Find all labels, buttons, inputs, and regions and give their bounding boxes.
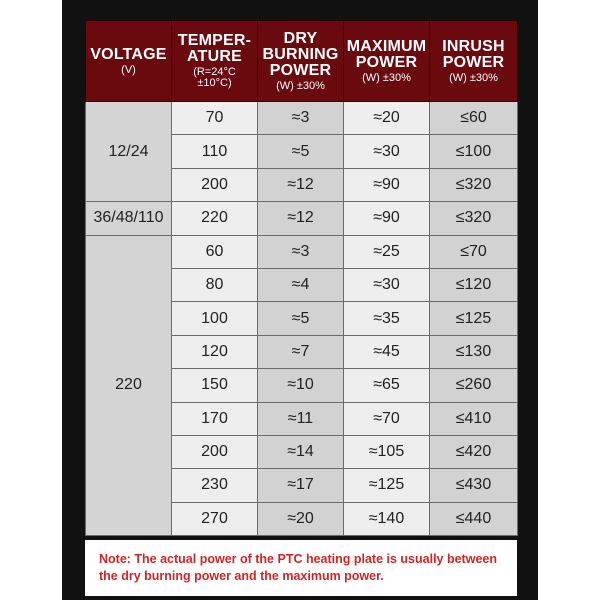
note-text: Note: The actual power of the PTC heating plate is usually between the dry burning power and the maximum power. xyxy=(99,552,497,583)
maximum-power-cell: ≈140 xyxy=(344,502,430,535)
maximum-power-cell: ≈70 xyxy=(344,402,430,435)
inrush-power-cell: ≤430 xyxy=(430,469,518,502)
header-dry-title: DRY BURNING POWER xyxy=(262,29,339,79)
dry-burning-power-cell: ≈5 xyxy=(258,302,344,335)
temperature-cell: 230 xyxy=(172,469,258,502)
temperature-cell: 60 xyxy=(172,235,258,268)
inrush-power-cell: ≤420 xyxy=(430,435,518,468)
maximum-power-cell: ≈65 xyxy=(344,369,430,402)
power-spec-table xyxy=(85,20,518,536)
dry-burning-power-cell: ≈11 xyxy=(258,402,344,435)
inrush-power-cell: ≤320 xyxy=(430,202,518,235)
temperature-cell: 270 xyxy=(172,502,258,535)
inrush-power-cell: ≤120 xyxy=(430,268,518,301)
maximum-power-cell: ≈45 xyxy=(344,335,430,368)
maximum-power-cell: ≈125 xyxy=(344,469,430,502)
maximum-power-cell: ≈25 xyxy=(344,235,430,268)
header-inrush-unit: (W) ±30% xyxy=(449,71,498,84)
dry-burning-power-cell: ≈17 xyxy=(258,469,344,502)
temperature-cell: 70 xyxy=(172,102,258,135)
dry-burning-power-cell: ≈4 xyxy=(258,268,344,301)
header-max-title: MAXIMUM POWER xyxy=(346,37,427,71)
header-row xyxy=(86,21,518,102)
header-dry-burning-power xyxy=(258,21,344,102)
voltage-cell: 220 xyxy=(86,235,172,536)
temperature-cell: 170 xyxy=(172,402,258,435)
table-row xyxy=(86,235,518,268)
header-inrush-power xyxy=(430,21,518,102)
dry-burning-power-cell: ≈3 xyxy=(258,102,344,135)
header-maximum-power xyxy=(344,21,430,102)
dry-burning-power-cell: ≈14 xyxy=(258,435,344,468)
temperature-cell: 200 xyxy=(172,168,258,201)
header-dry-unit: (W) ±30% xyxy=(276,79,325,92)
inrush-power-cell: ≤260 xyxy=(430,369,518,402)
inrush-power-cell: ≤440 xyxy=(430,502,518,535)
dry-burning-power-cell: ≈10 xyxy=(258,369,344,402)
dry-burning-power-cell: ≈3 xyxy=(258,235,344,268)
inrush-power-cell: ≤70 xyxy=(430,235,518,268)
temperature-cell: 200 xyxy=(172,435,258,468)
maximum-power-cell: ≈30 xyxy=(344,135,430,168)
table-row xyxy=(86,102,518,135)
header-temperature xyxy=(172,21,258,102)
inrush-power-cell: ≤320 xyxy=(430,168,518,201)
header-voltage-unit: (V) xyxy=(121,63,136,76)
inrush-power-cell: ≤130 xyxy=(430,335,518,368)
temperature-cell: 220 xyxy=(172,202,258,235)
header-max-unit: (W) ±30% xyxy=(362,71,411,84)
header-voltage-title: VOLTAGE xyxy=(90,45,167,63)
temperature-cell: 120 xyxy=(172,335,258,368)
maximum-power-cell: ≈30 xyxy=(344,268,430,301)
maximum-power-cell: ≈105 xyxy=(344,435,430,468)
maximum-power-cell: ≈35 xyxy=(344,302,430,335)
table-row xyxy=(86,202,518,235)
dry-burning-power-cell: ≈7 xyxy=(258,335,344,368)
inrush-power-cell: ≤100 xyxy=(430,135,518,168)
maximum-power-cell: ≈90 xyxy=(344,202,430,235)
temperature-cell: 80 xyxy=(172,268,258,301)
header-inrush-title: INRUSH POWER xyxy=(442,37,505,71)
temperature-cell: 150 xyxy=(172,369,258,402)
temperature-cell: 110 xyxy=(172,135,258,168)
voltage-cell: 12/24 xyxy=(86,102,172,202)
inrush-power-cell: ≤60 xyxy=(430,102,518,135)
header-temperature-condition: (R=24°C ±10°C) xyxy=(193,66,236,89)
dry-burning-power-cell: ≈5 xyxy=(258,135,344,168)
maximum-power-cell: ≈20 xyxy=(344,102,430,135)
inrush-power-cell: ≤410 xyxy=(430,402,518,435)
header-voltage xyxy=(86,21,172,102)
temperature-cell: 100 xyxy=(172,302,258,335)
voltage-cell: 36/48/110 xyxy=(86,202,172,235)
note-box xyxy=(85,540,517,596)
dry-burning-power-cell: ≈20 xyxy=(258,502,344,535)
dry-burning-power-cell: ≈12 xyxy=(258,202,344,235)
inrush-power-cell: ≤125 xyxy=(430,302,518,335)
dry-burning-power-cell: ≈12 xyxy=(258,168,344,201)
maximum-power-cell: ≈90 xyxy=(344,168,430,201)
table-body xyxy=(86,102,518,536)
header-temperature-title: TEMPER- ATURE xyxy=(177,32,252,65)
